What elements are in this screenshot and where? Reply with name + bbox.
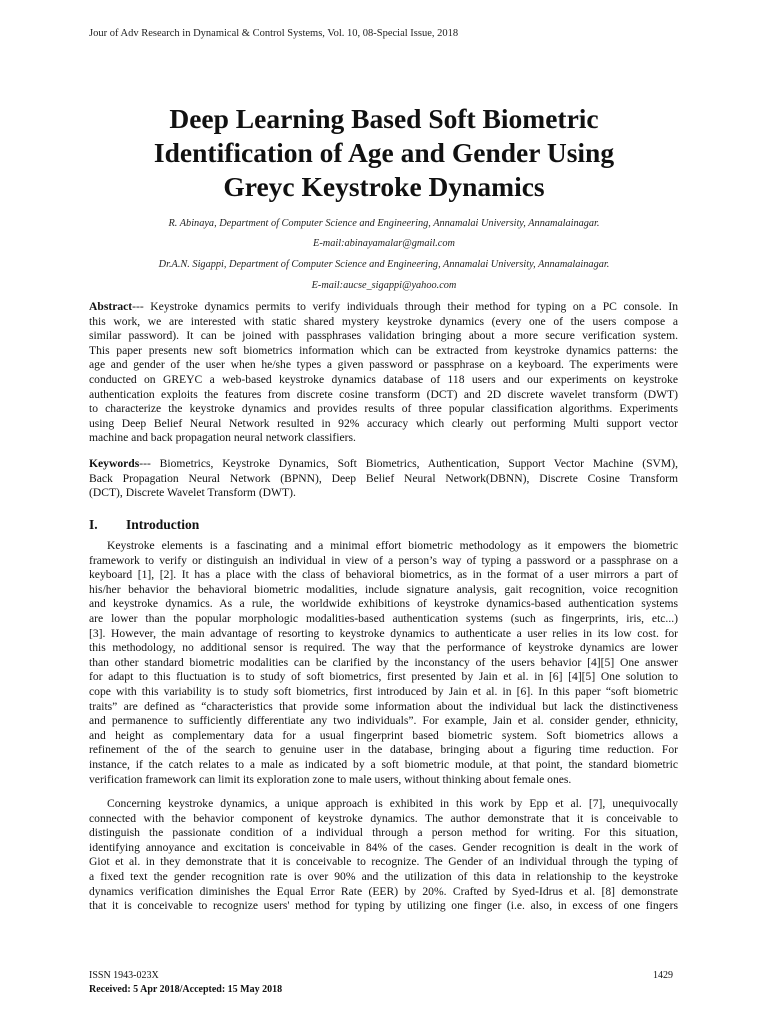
abstract-label: Abstract [89, 300, 133, 313]
title-line: Identification of Age and Gender Using [153, 137, 615, 168]
section-number: I. [89, 517, 98, 532]
abstract-line: --- Keystroke dynamics permits to verify individuals through their method for typing on a PC console. In [132, 300, 678, 313]
intro-paragraph-1 [89, 539, 678, 787]
abstract-line: age and gender of the user when he/she types a given password or passphrase on a keyboard. The experiments were [89, 358, 678, 372]
abstract-line: to characterize the keystroke dynamics and provides results of three popular classification algorithms. Experiments [89, 402, 678, 416]
paragraph-line: instance, if the catch relates to a male as indicated by a soft biometric module, at that point, the standard biometric [89, 757, 678, 771]
paragraph-line: [3]. However, the main advantage of resorting to keystroke dynamics to authenticate a user relies in its low cost. for [89, 626, 678, 640]
abstract-line: This paper presents new soft biometrics information which can be extracted from keystroke dynamics patterns: the [89, 343, 678, 357]
paragraph-line: and keystroke dynamics. As a rule, the worldwide exhibitions of keystroke dynamics-based authentication systems [89, 597, 678, 611]
paragraph-line: traits” are defined as “characteristics that provide some information about the individual but lack the distinctiveness [89, 699, 678, 713]
author-email: E-mail:abinayamalar@gmail.com [313, 238, 455, 249]
section-title: Introduction [126, 517, 200, 532]
footer-received-date: Received: 5 Apr 2018/Accepted: 15 May 2018 [89, 984, 283, 995]
abstract [89, 300, 678, 446]
paragraph-line: and permanence to sufficiently differentiate any two individuals”. For example, Jain et al. consider gender, ethnicity, [89, 714, 678, 728]
title-line: Deep Learning Based Soft Biometric [169, 103, 599, 134]
paragraph-line: cope with this variability is to study soft biometrics, first introduced by Jain et al. in [6]. In this paper “soft biometric [89, 684, 678, 698]
abstract-line: using Deep Belief Neural Network resulted in 92% accuracy which clearly out performing Multi support vector [89, 416, 678, 430]
keywords-line: Back Propagation Neural Network (BPNN), Deep Belief Neural Network(DBNN), Discrete Cosine Transform [89, 471, 678, 485]
running-head: Jour of Adv Research in Dynamical & Control Systems, Vol. 10, 08-Special Issue, 2018 [89, 28, 459, 39]
intro-paragraph-2 [89, 797, 678, 914]
paragraph-line: than other standard biometric modalities can be clarified by the inconstancy of the users behavior [4][5] One answer [89, 655, 678, 669]
paragraph-line: that it is conceivable to recognize users' method for typing by utilizing one finger (i.e. also, in excess of one fingers [89, 899, 678, 913]
paragraph-line: dynamics verification diminishes the Equal Error Rate (EER) by 20%. Crafted by Syed-Idrus et al. [8] demonstrate [89, 884, 678, 898]
author-email: E-mail:aucse_sigappi@yahoo.com [311, 280, 457, 291]
footer-issn: ISSN 1943-023X [89, 970, 159, 981]
keywords-line: (DCT), Discrete Wavelet Transform (DWT). [89, 486, 296, 500]
paragraph-line: for adapt to this fluctuation is to study of soft biometrics, first presented by Jain et al. in [6] [4][5] One solution to [89, 670, 678, 684]
paragraph-line: Keystroke elements is a fascinating and a minimal effort biometric methodology as it empowers the biometric [107, 539, 678, 552]
paragraph-line: framework to verify or distinguish an individual in view of a person’s way of typing a password or a passphrase on a [89, 553, 678, 567]
paragraph-line: verification framework can limit its exploration zone to male users, without thinking about female ones. [89, 772, 572, 786]
abstract-line: machine and back propagation neural network classifiers. [89, 431, 356, 445]
title-line: Greyc Keystroke Dynamics [223, 171, 545, 202]
abstract-line: similar password). It can be joined with passphrases validation bringing about a more secure verification system. [89, 329, 678, 343]
abstract-line: this work, we are interested with static shared mystery keystroke dynamics (every one of the users compose a [89, 314, 678, 328]
author-affiliation: R. Abinaya, Department of Computer Science and Engineering, Annamalai University, Annamalainagar. [168, 218, 600, 229]
paragraph-line: connected with the behavior component of keystroke dynamics. The author demonstrate that it is conceivable to [89, 811, 678, 825]
paragraph-line: his/her behavior the behavioral biometric modalities, include signature analysis, gait recognition, voice recognition [89, 582, 678, 596]
paragraph-line: keyboard [1], [2]. It has a place with the class of behavioral biometrics, as in the format of a user mirrors a part of [89, 568, 678, 582]
abstract-line: authentication exploits the features from discrete cosine transform (DCT) and 2D discrete wavelet transform (DWT) [89, 387, 678, 401]
paragraph-line: Concerning keystroke dynamics, a unique approach is exhibited in this work by Epp et al. [7], unequivocally [107, 797, 678, 810]
paragraph-line: this methodology, no additional sensor is required. The way that the performance of keystroke dynamics are lower [89, 641, 678, 655]
keywords-label: Keywords [89, 457, 140, 470]
keywords [89, 457, 678, 501]
author-affiliation: Dr.A.N. Sigappi, Department of Computer Science and Engineering, Annamalai University, Annamalainagar. [158, 259, 610, 270]
paragraph-line: are lower than the popular morphologic modalities-based authentication systems (such as fingerprints, iris, etc...) [89, 611, 678, 625]
paragraph-line: and height as complementary data for a usual fingerprint based biometric system. Soft biometrics allows a [89, 728, 678, 742]
abstract-line: conducted on GREYC a web-based keystroke dynamics database of 118 users and our experiments on keystroke [89, 372, 678, 386]
keywords-line: --- Biometrics, Keystroke Dynamics, Soft Biometrics, Authentication, Support Vector Machine (SVM), [139, 457, 678, 470]
paper-title [0, 102, 768, 204]
section-heading [89, 517, 199, 533]
paragraph-line: a fixed text the gender recognition rate is over 90% and the utilization of this data in relationship to the keystroke [89, 869, 678, 883]
paragraph-line: refinement of the of the search to genuine user in the database, bringing about a figuring time reduction. For [89, 743, 678, 757]
page-number: 1429 [653, 970, 673, 981]
paragraph-line: identifying annoyance and excitation is conceivable in 84% of the cases. Gender recognition is dealt in the work of [89, 840, 678, 854]
paragraph-line: distinguish the passionate condition of a individual through a person method for writing. For this situation, [89, 826, 678, 840]
paragraph-line: Giot et al. in they demonstrate that it is conceivable to recognize. The Gender of an individual through the typing of [89, 855, 678, 869]
